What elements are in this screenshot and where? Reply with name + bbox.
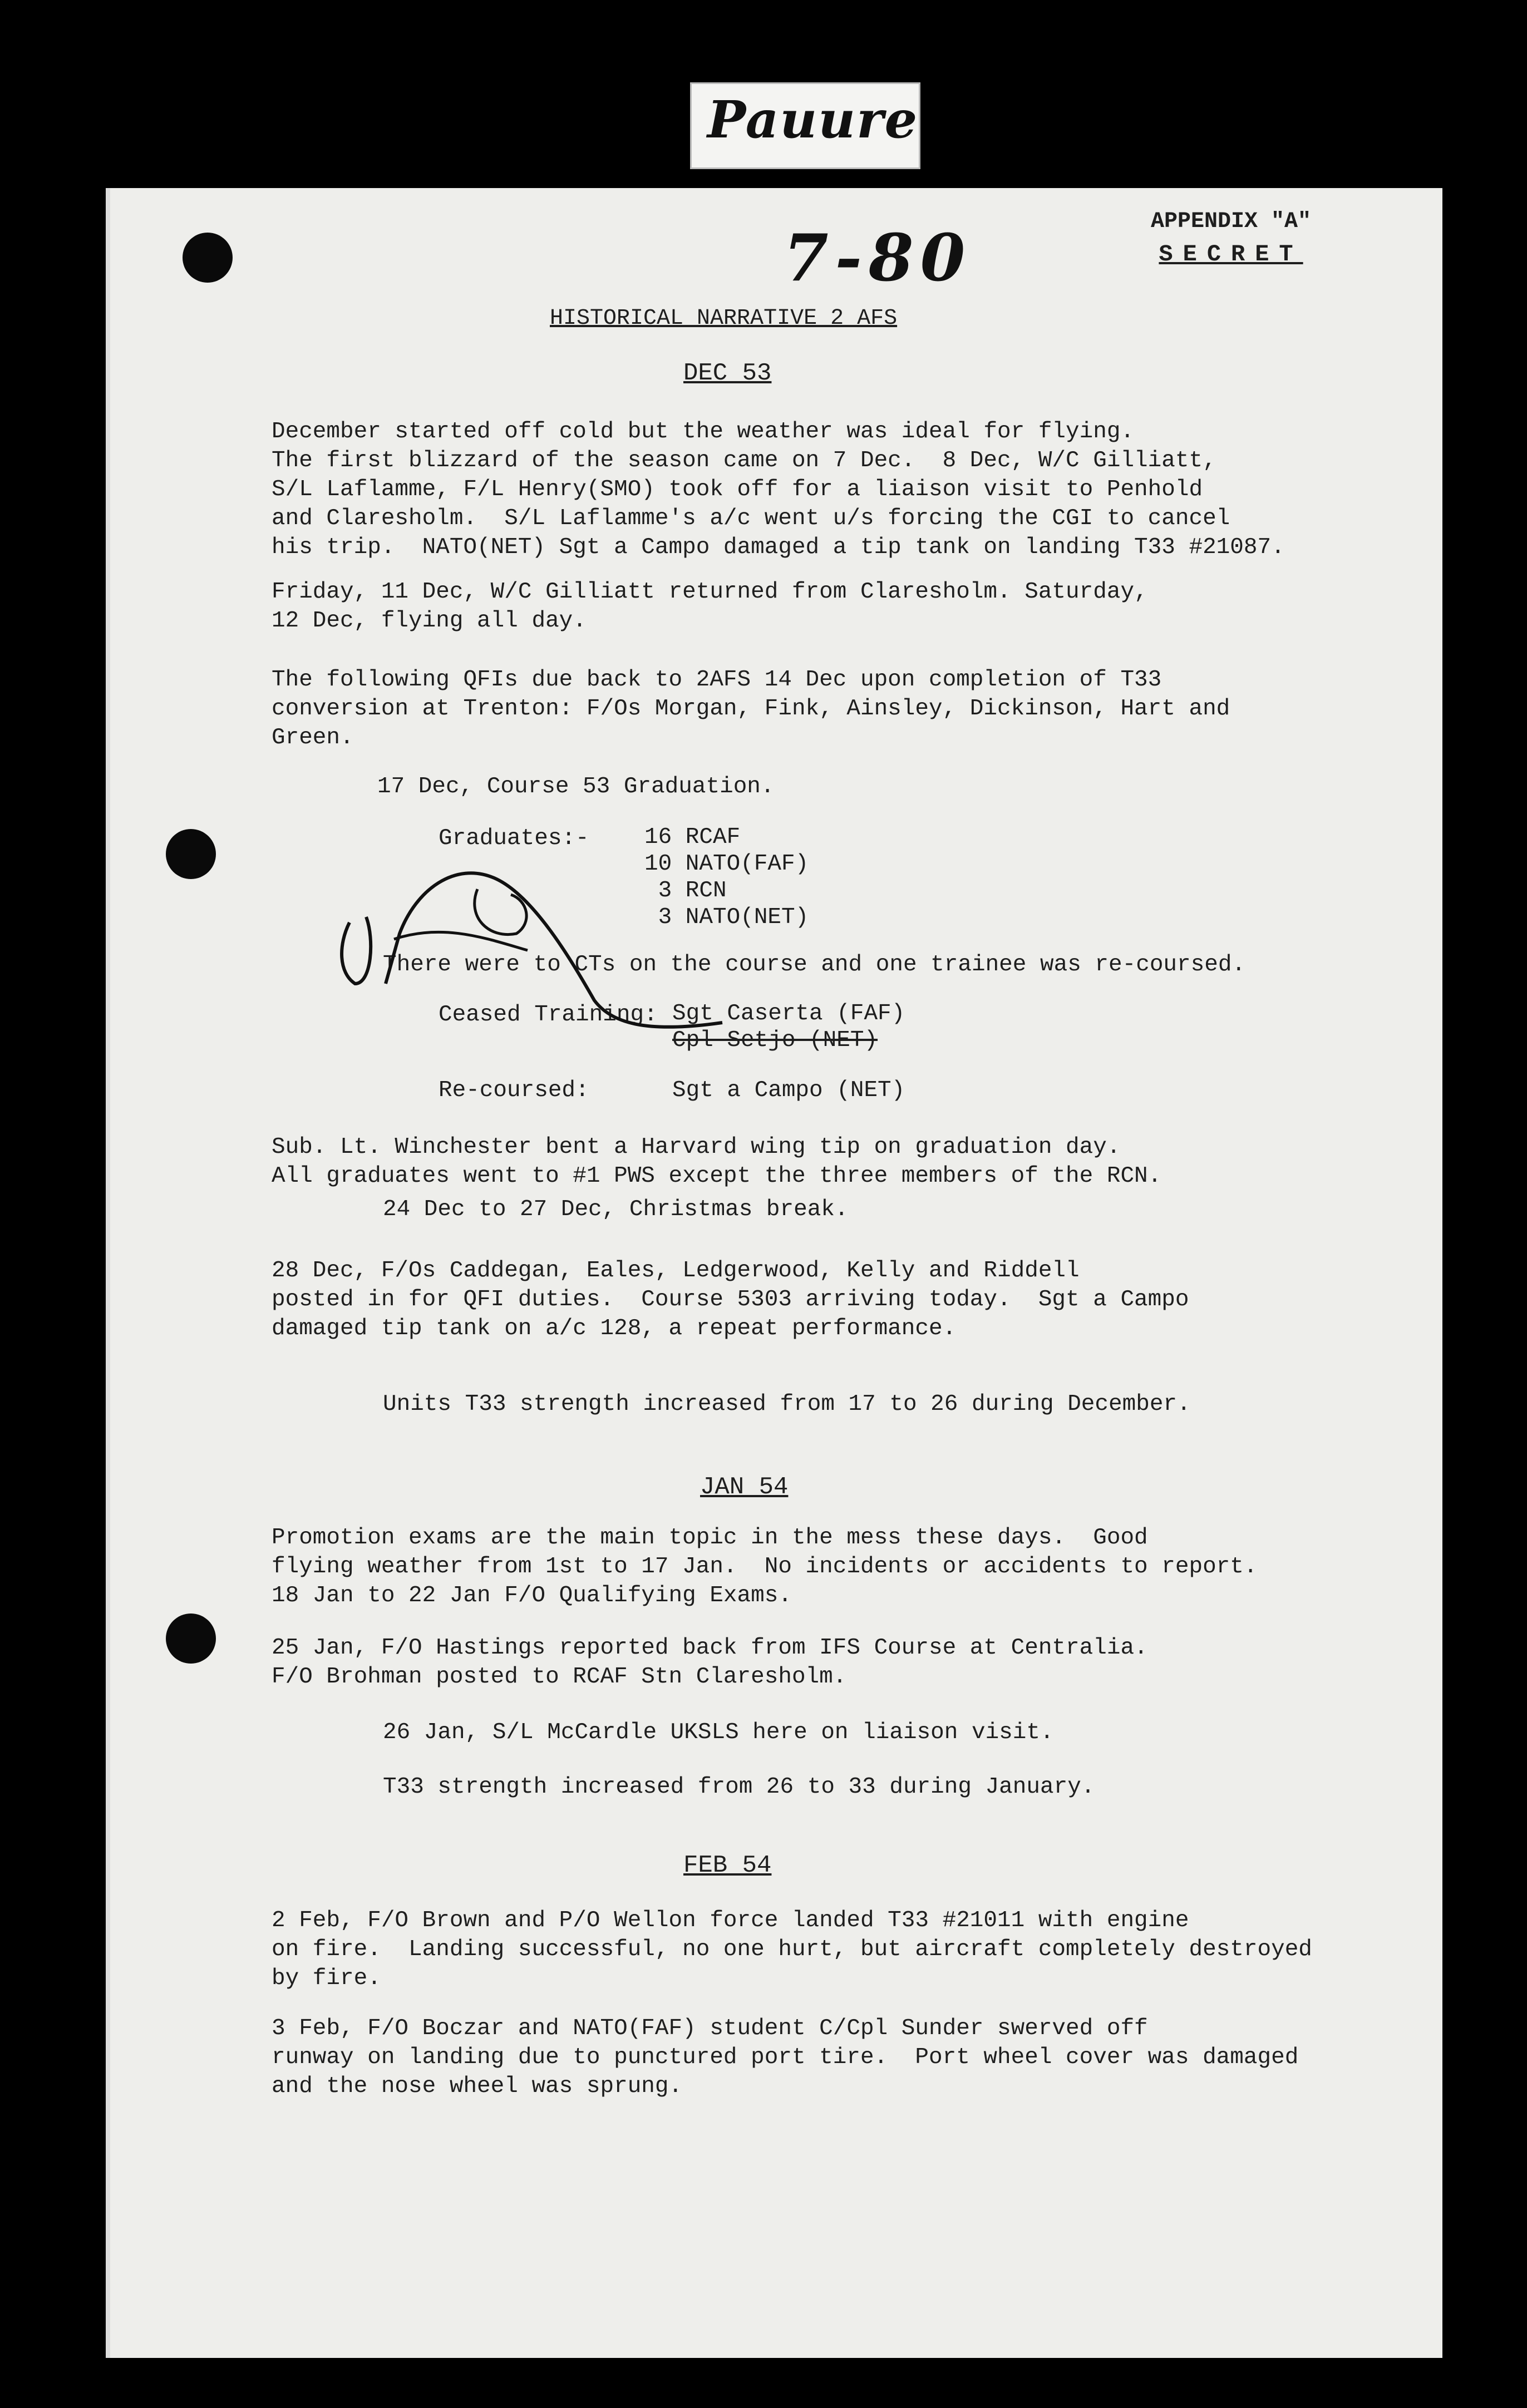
recoursed-label: Re-coursed:: [439, 1078, 589, 1103]
graduates-label: Graduates:-: [439, 826, 589, 851]
dec-paragraph-8: 28 Dec, F/Os Caddegan, Eales, Ledgerwood, Kelly and Riddell posted in for QFI duties. Course 5303 arriving today. Sgt a Campo damaged tip tank on a/c 128, a repeat performance.: [272, 1258, 1189, 1341]
jan-paragraph-2: 25 Jan, F/O Hastings reported back from IFS Course at Centralia. F/O Brohman posted to RCAF Stn Claresholm.: [272, 1635, 1148, 1690]
jan-paragraph-3: 26 Jan, S/L McCardle UKSLS here on liaison visit.: [383, 1720, 1054, 1745]
feb-paragraph-1: 2 Feb, F/O Brown and P/O Wellon force landed T33 #21011 with engine on fire. Landing successful, no one hurt, but aircraft completely destroyed by fire.: [272, 1908, 1312, 1991]
ceased-label: Ceased Training:: [439, 1002, 658, 1028]
handwritten-page-number: 7-80: [784, 220, 972, 296]
recoursed-value: Sgt a Campo (NET): [672, 1078, 905, 1103]
handwritten-scribble: [333, 856, 756, 1056]
appendix-label: APPENDIX "A": [1151, 209, 1312, 234]
jan-paragraph-4: T33 strength increased from 26 to 33 during January.: [383, 1774, 1095, 1800]
dec-paragraph-6: Sub. Lt. Winchester bent a Harvard wing tip on graduation day. All graduates went to #1 PWS except the three members of the RCN.: [272, 1134, 1162, 1189]
feb-paragraph-2: 3 Feb, F/O Boczar and NATO(FAF) student C/Cpl Sunder swerved off runway on landing due to punctured port tire. Port wheel cover was damaged and the nose wheel was sprung.: [272, 2016, 1299, 2099]
classification-label: SECRET: [1159, 241, 1303, 268]
section-heading-jan: JAN 54: [700, 1473, 789, 1501]
dec-paragraph-5: There were to CTs on the course and one trainee was re-coursed.: [383, 952, 1246, 978]
dec-paragraph-9: Units T33 strength increased from 17 to 26 during December.: [383, 1391, 1191, 1417]
document-title: HISTORICAL NARRATIVE 2 AFS: [550, 306, 898, 331]
archive-label-text: Pauure: [707, 90, 919, 150]
document-page: [106, 188, 1442, 2358]
section-heading-dec: DEC 53: [683, 359, 772, 387]
dec-paragraph-1: December started off cold but the weather was ideal for flying. The first blizzard of the season came on 7 Dec. 8 Dec, W/C Gilliatt, S/L Laflamme, F/L Henry(SMO) took off for a liaison visit to Penhold and Claresholm. S/L Laflamme's a/c went u/s forcing the CGI to cancel his trip. NATO(NET) Sgt a Campo damaged a tip tank on landing T33 #21087.: [272, 419, 1285, 560]
dec-paragraph-2: Friday, 11 Dec, W/C Gilliatt returned from Claresholm. Saturday, 12 Dec, flying all day.: [272, 579, 1148, 634]
appendix-header: [1151, 209, 1311, 268]
jan-paragraph-1: Promotion exams are the main topic in the mess these days. Good flying weather from 1st to 17 Jan. No incidents or accidents to report. 18 Jan to 22 Jan F/O Qualifying Exams.: [272, 1525, 1258, 1608]
punch-hole-bottom: [166, 1613, 216, 1664]
archive-label-tab: [690, 82, 920, 169]
dec-paragraph-7: 24 Dec to 27 Dec, Christmas break.: [383, 1197, 849, 1222]
ceased-list: Sgt Caserta (FAF) Cpl Setjo (NET): [672, 1001, 905, 1053]
punch-hole-middle: [166, 829, 216, 879]
dec-paragraph-3: The following QFIs due back to 2AFS 14 Dec upon completion of T33 conversion at Trenton: F/Os Morgan, Fink, Ainsley, Dickinson, Hart and Green.: [272, 667, 1230, 751]
section-heading-feb: FEB 54: [683, 1852, 772, 1879]
dec-paragraph-4: 17 Dec, Course 53 Graduation.: [377, 774, 775, 800]
graduates-list: 16 RCAF 10 NATO(FAF) 3 RCN 3 NATO(NET): [644, 825, 809, 930]
punch-hole-top: [183, 233, 233, 283]
